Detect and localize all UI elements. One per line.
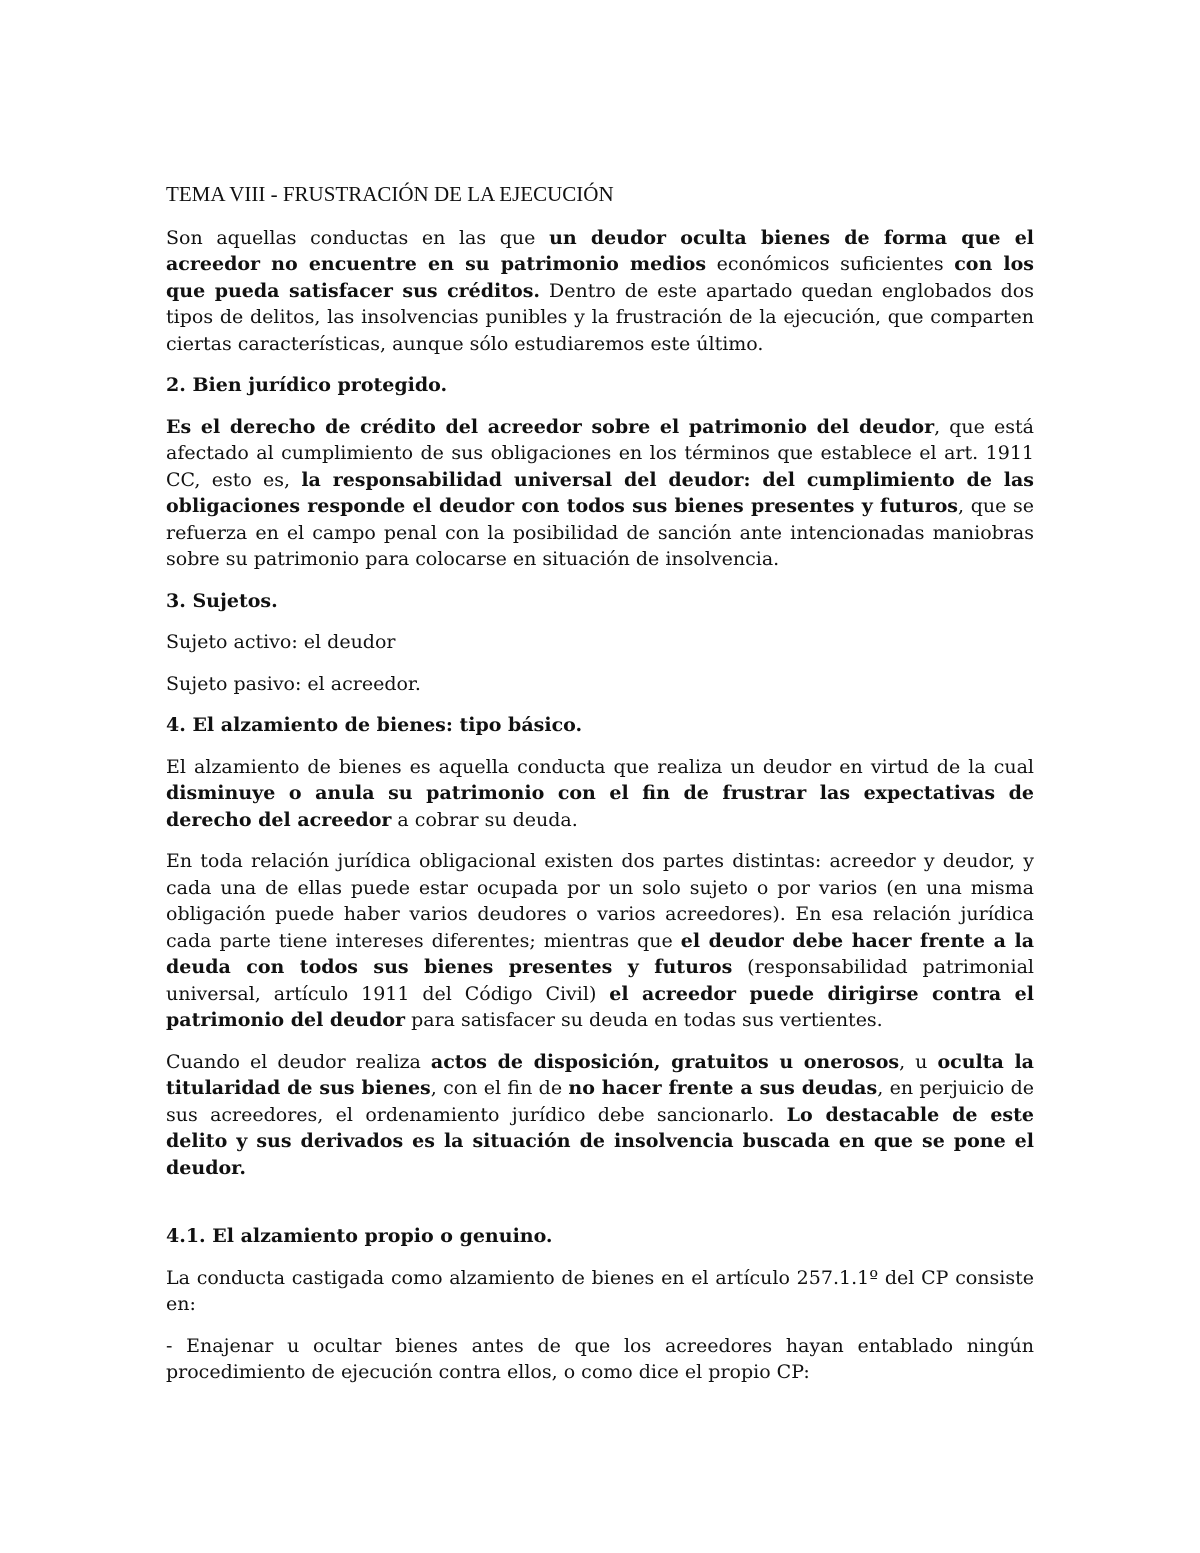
s4p3-bold-2: oculta la titularidad de sus bienes xyxy=(166,1050,1034,1099)
section-4-1-heading: 4.1. El alzamiento propio o genuino. xyxy=(166,1225,553,1247)
s4p3-bold-3: no hacer frente a sus deudas xyxy=(568,1077,878,1099)
s4p1-text-2: a cobrar su deuda. xyxy=(391,808,578,831)
s4p2-bold-2: el acreedor puede dirigirse contra el patrimonio del deudor xyxy=(166,982,1034,1031)
s4p3-text-3: , con el fin de xyxy=(430,1077,569,1099)
section-4-1-paragraph-1: La conducta castigada como alzamiento de bienes en el artículo 257.1.1º del CP consiste en: xyxy=(166,1266,1034,1315)
s4p3-bold-4: Lo destacable de este delito y sus derivados es la situación de insolvencia buscada en que se pone el deudor. xyxy=(166,1103,1034,1179)
intro-bold-2: con los que pueda satisfacer sus créditos. xyxy=(166,253,1034,302)
section-2-bold-2: la responsabilidad universal del deudor: del cumplimiento de las obligaciones responde el deudor con todos sus bienes presentes y futuros xyxy=(166,468,1034,517)
section-4-paragraph-2 xyxy=(166,848,1034,1034)
s4p3-text-2: , u xyxy=(899,1050,938,1073)
section-2-paragraph xyxy=(166,414,1034,573)
section-2-bold-1: Es el derecho de crédito del acreedor sobre el patrimonio del deudor xyxy=(166,415,935,438)
section-3-heading: 3. Sujetos. xyxy=(166,589,278,612)
s4p3-text-1: Cuando el deudor realiza xyxy=(166,1050,431,1073)
s4p3-bold-1: actos de disposición, gratuitos u onerosos xyxy=(430,1050,900,1073)
intro-text-3: Dentro de este apartado quedan englobados dos tipos de delitos, las insolvencias punibles y la frustración de la ejecución, que comparten ciertas características, aunque sólo estudiaremos este último. xyxy=(166,279,1034,355)
intro-text-2: económicos suficientes xyxy=(706,253,955,275)
section-2-text-2: , que se refuerza en el campo penal con la posibilidad de sanción ante intencionadas maniobras sobre su patrimonio para colocarse en situación de insolvencia. xyxy=(166,495,1034,570)
s4p2-text-1: En toda relación jurídica obligacional existen dos partes distintas: acreedor y deudor, y cada una de ellas puede estar ocupada por un solo sujeto o por varios (en una misma obligación puede haber varios deudores o varios acreedores). En esa relación jurídica cada parte tiene intereses diferentes; mientras que xyxy=(166,850,1034,952)
intro-paragraph xyxy=(166,225,1034,358)
section-2-text-1: , que está afectado al cumplimiento de sus obligaciones en los términos que establece el art. 1911 CC, esto es, xyxy=(166,415,1034,491)
document-title: TEMA VIII - FRUSTRACIÓN DE LA EJECUCIÓN xyxy=(166,182,614,206)
intro-bold-1: un deudor oculta bienes de forma que el acreedor no encuentre en su patrimonio medios xyxy=(166,226,1035,275)
s4p1-bold-1: disminuye o anula su patrimonio con el fin de frustrar las expectativas de derecho del acreedor xyxy=(166,782,1034,831)
s4p2-bold-1: el deudor debe hacer frente a la deuda con todos sus bienes presentes y futuros xyxy=(166,929,1034,978)
section-4-paragraph-3 xyxy=(166,1049,1034,1182)
s4p2-text-2: (responsabilidad patrimonial universal, artículo 1911 del Código Civil) xyxy=(166,956,1034,1005)
section-4-paragraph-1 xyxy=(166,754,1034,834)
section-4-heading: 4. El alzamiento de bienes: tipo básico. xyxy=(166,714,583,736)
intro-text-1: Son aquellas conductas en las que xyxy=(166,226,550,249)
document-page xyxy=(166,181,1034,1401)
active-subject: Sujeto activo: el deudor xyxy=(166,631,396,653)
passive-subject: Sujeto pasivo: el acreedor. xyxy=(166,672,421,695)
section-4-1-paragraph-2: - Enajenar u ocultar bienes antes de que los acreedores hayan entablado ningún procedimiento de ejecución contra ellos, o como dice el propio CP: xyxy=(166,1334,1034,1383)
s4p1-text-1: El alzamiento de bienes es aquella conducta que realiza un deudor en virtud de la cual xyxy=(166,755,1034,778)
s4p3-text-4: , en perjuicio de sus acreedores, el ordenamiento jurídico debe sancionarlo. xyxy=(166,1077,1034,1126)
s4p2-text-3: para satisfacer su deuda en todas sus vertientes. xyxy=(405,1009,883,1031)
section-2-heading: 2. Bien jurídico protegido. xyxy=(166,374,448,396)
